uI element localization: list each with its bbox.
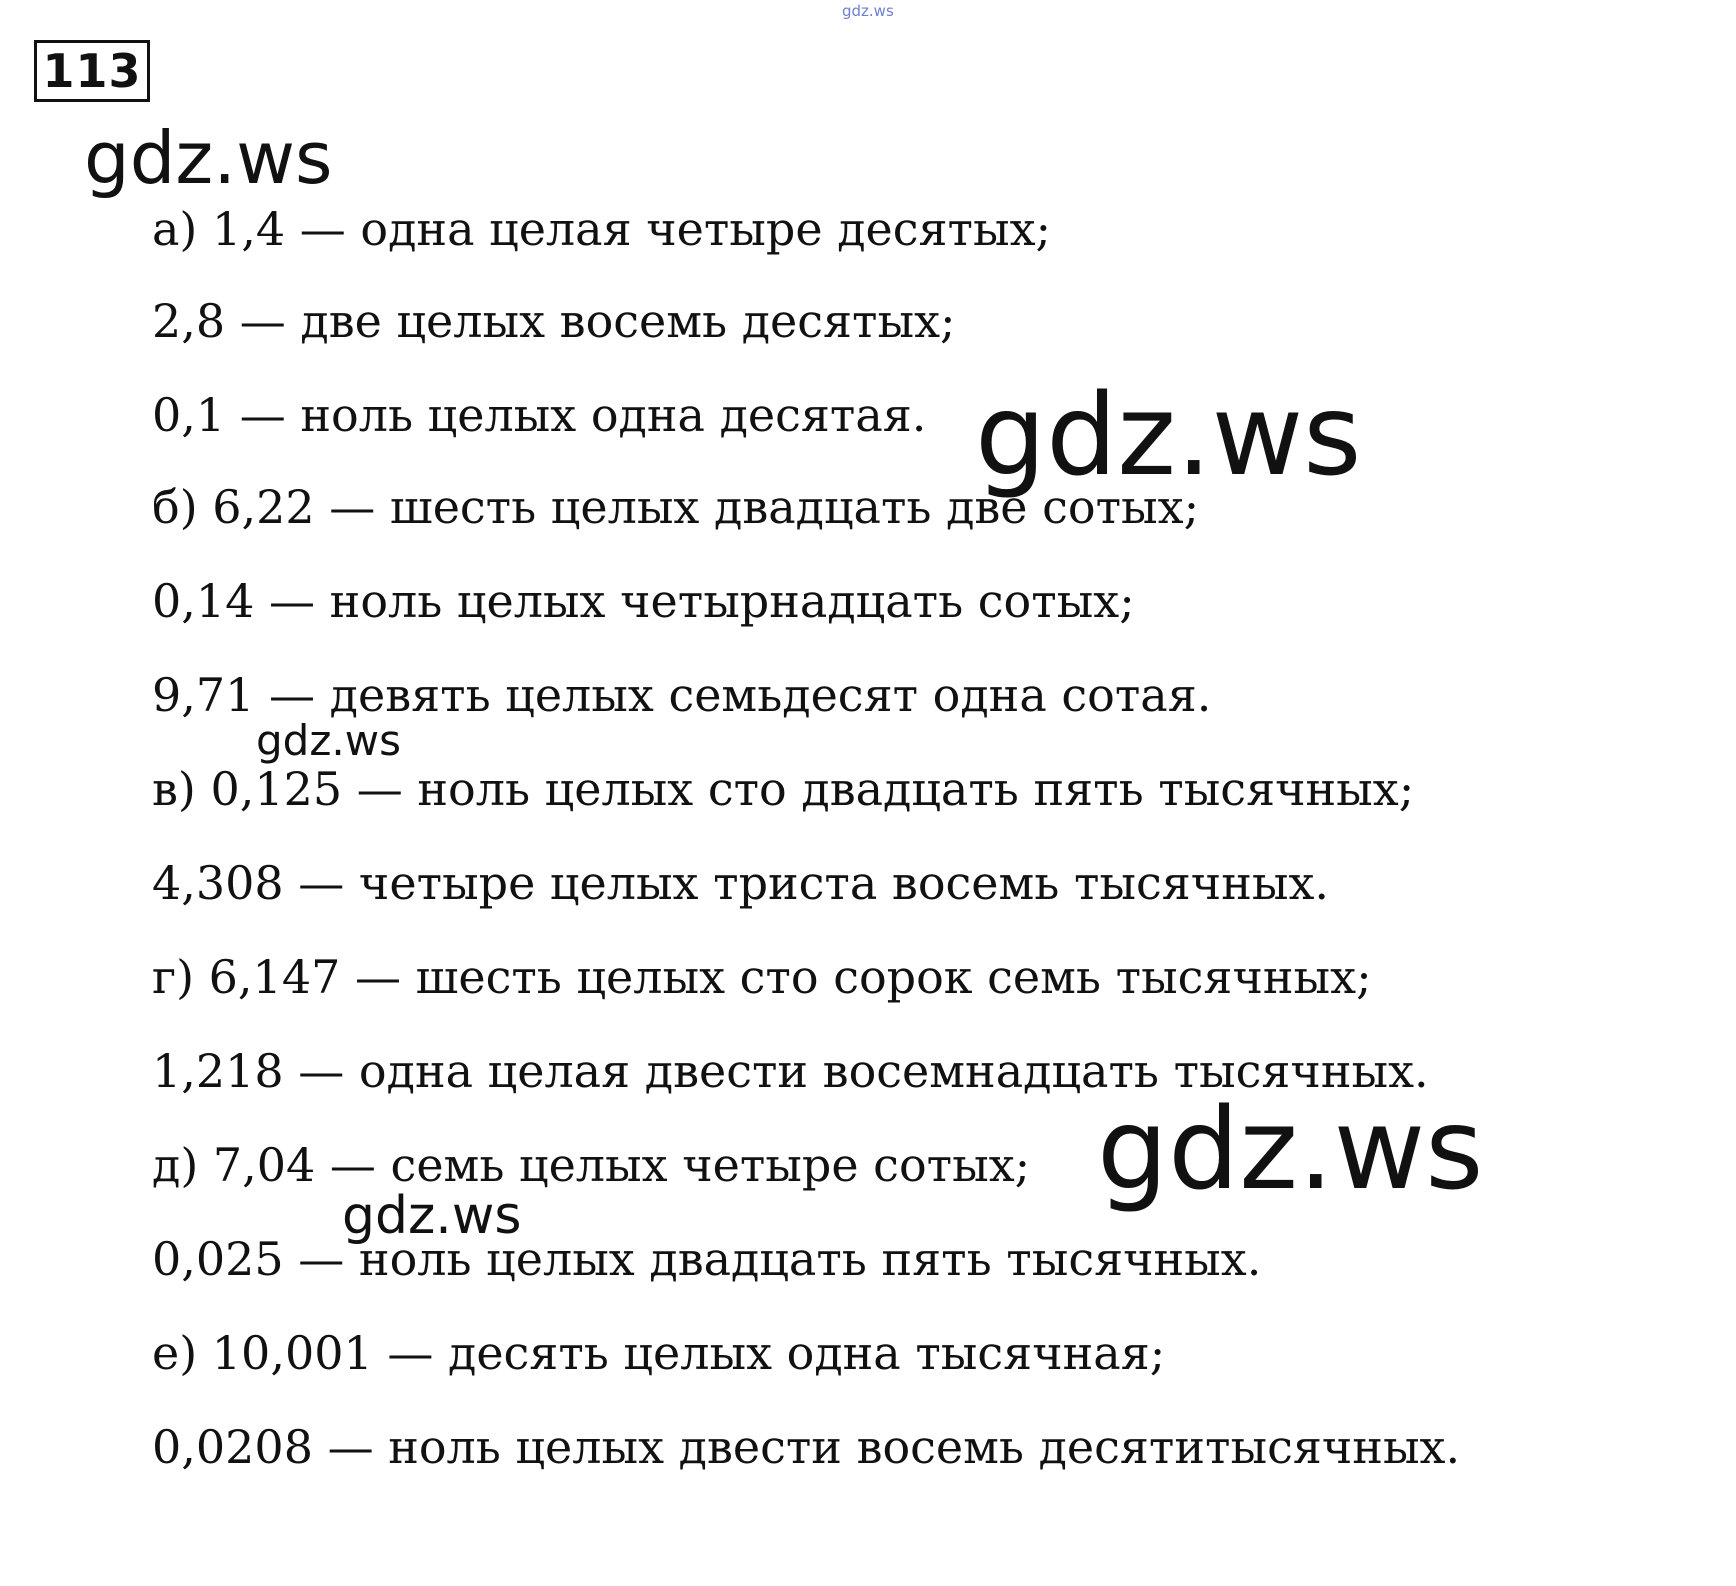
answer-line: 1,218 — одна целая двести восемнадцать тысячных. bbox=[152, 1044, 1429, 1098]
answer-line: а) 1,4 — одна целая четыре десятых; bbox=[152, 202, 1052, 256]
answer-line: в) 0,125 — ноль целых сто двадцать пять тысячных; bbox=[152, 762, 1415, 816]
answer-line: е) 10,001 — десять целых одна тысячная; bbox=[152, 1326, 1166, 1380]
answer-line: 4,308 — четыре целых триста восемь тысячных. bbox=[152, 856, 1330, 910]
task-number-box: 113 bbox=[34, 40, 150, 102]
answer-line: 2,8 — две целых восемь десятых; bbox=[152, 294, 956, 348]
answer-line: 0,14 — ноль целых четырнадцать сотых; bbox=[152, 574, 1135, 628]
site-mark: gdz.ws bbox=[842, 2, 894, 20]
answer-line: г) 6,147 — шесть целых сто сорок семь тысячных; bbox=[152, 950, 1372, 1004]
answer-line: 0,1 — ноль целых одна десятая. bbox=[152, 388, 927, 442]
answer-line: 9,71 — девять целых семьдесят одна сотая. bbox=[152, 668, 1212, 722]
answer-line: б) 6,22 — шесть целых двадцать две сотых; bbox=[152, 480, 1200, 534]
answer-line: д) 7,04 — семь целых четыре сотых; bbox=[152, 1138, 1031, 1192]
watermark: gdz.ws bbox=[1097, 1085, 1484, 1215]
watermark: gdz.ws bbox=[84, 116, 333, 200]
watermark: gdz.ws bbox=[256, 716, 401, 765]
watermark: gdz.ws bbox=[975, 371, 1362, 501]
answer-line: 0,025 — ноль целых двадцать пять тысячных. bbox=[152, 1232, 1262, 1286]
watermark: gdz.ws bbox=[342, 1186, 522, 1246]
answer-line: 0,0208 — ноль целых двести восемь десятитысячных. bbox=[152, 1420, 1461, 1474]
